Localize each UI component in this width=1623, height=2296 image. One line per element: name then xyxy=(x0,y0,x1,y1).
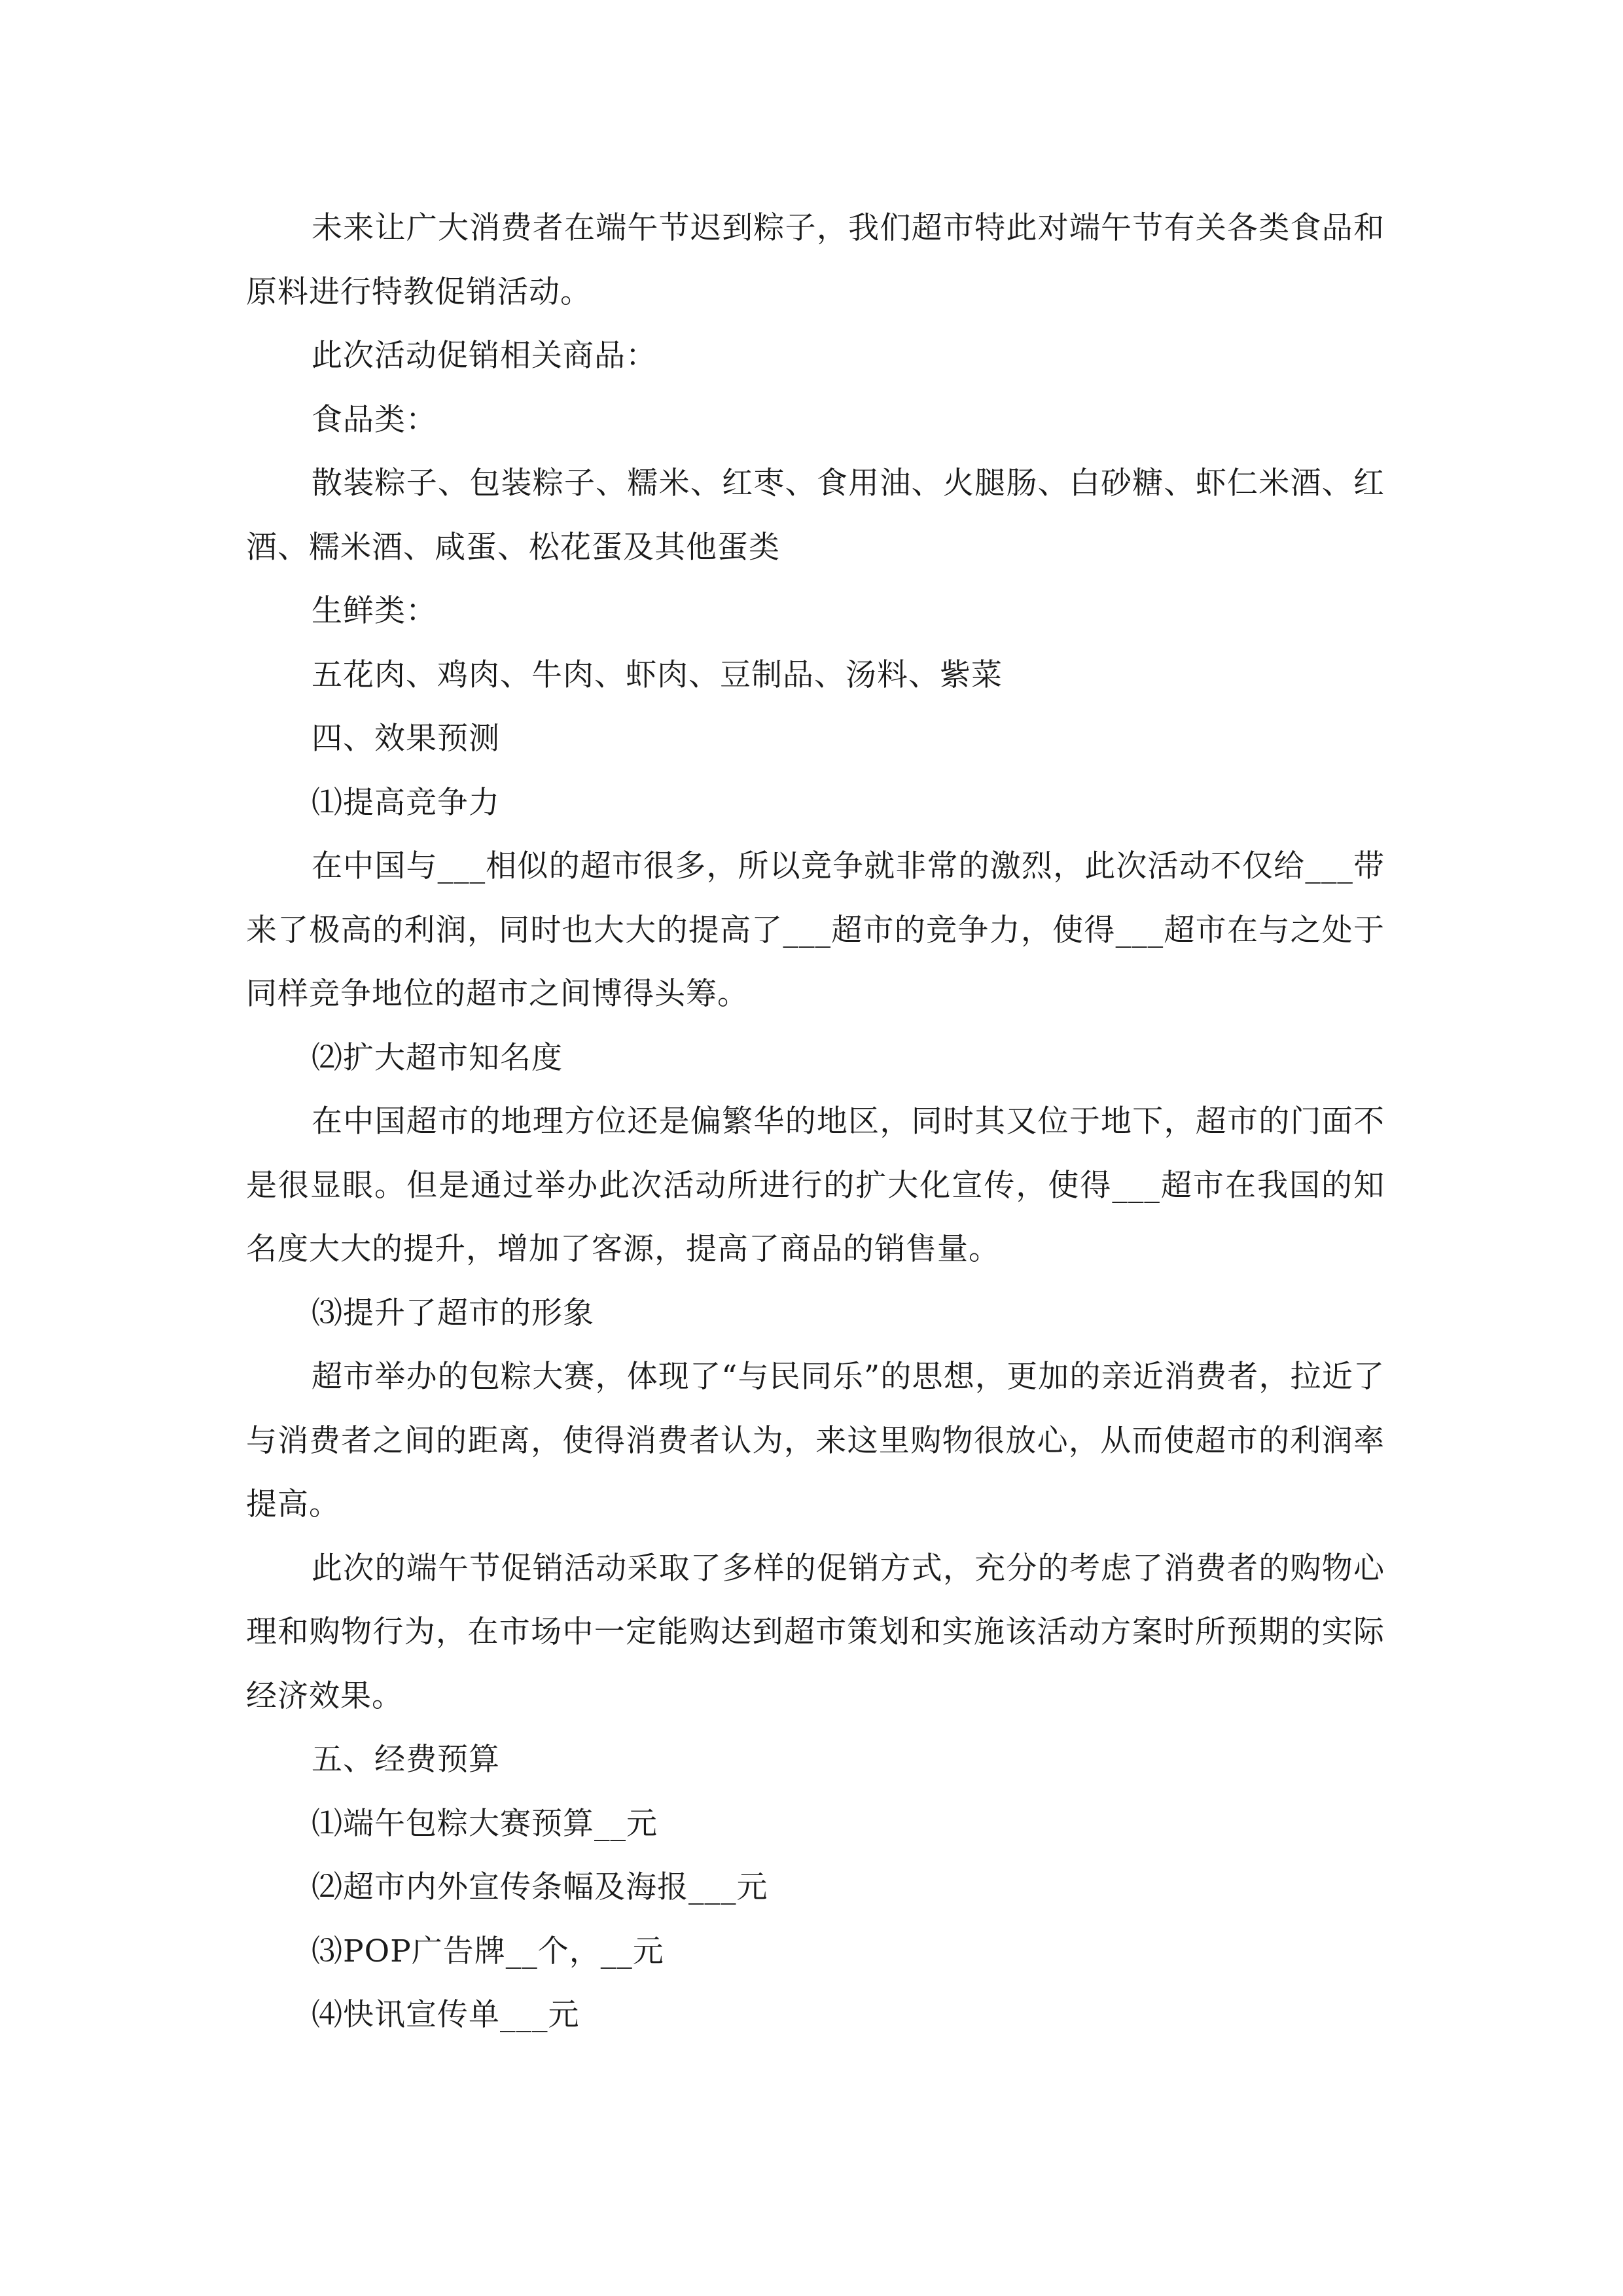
goods-heading: 此次活动促销相关商品： xyxy=(312,338,657,374)
budget-item: ⑴端午包粽大赛预算__元 xyxy=(312,1805,658,1842)
effect-body-competitiveness: 在中国与___相似的超市很多，所以竞争就非常的激烈，此次活动不仅给___带来了极高的利润，同时也大大的提高了___超市的竞争力，使得___超市在与之处于同样竞争地位的超市之间博得头筹。 xyxy=(246,848,1385,1012)
budget-item: ⑷快讯宣传单___元 xyxy=(312,1997,580,2033)
section-heading-effect-forecast: 四、效果预测 xyxy=(312,721,500,757)
intro-paragraph: 未来让广大消费者在端午节迟到粽子，我们超市特此对端午节有关各类食品和原料进行特教促销活动。 xyxy=(246,210,1385,310)
food-category-heading: 食品类： xyxy=(312,401,437,438)
effect-body-image: 超市举办的包粽大赛，体现了“与民同乐”的思想，更加的亲近消费者，拉近了与消费者之间的距离，使得消费者认为，来这里购物很放心，从而使超市的利润率提高。 xyxy=(246,1359,1385,1522)
effect-heading-awareness: ⑵扩大超市知名度 xyxy=(312,1039,563,1076)
fresh-list: 五花肉、鸡肉、牛肉、虾肉、豆制品、汤料、紫菜 xyxy=(312,656,1003,693)
budget-item: ⑶POP广告牌__个，__元 xyxy=(312,1933,664,1969)
section-heading-budget: 五、经费预算 xyxy=(312,1742,500,1778)
effect-heading-image: ⑶提升了超市的形象 xyxy=(312,1295,594,1331)
budget-item: ⑵超市内外宣传条幅及海报___元 xyxy=(312,1869,768,1905)
document-body xyxy=(246,196,1385,2047)
fresh-category-heading: 生鲜类： xyxy=(312,593,437,629)
effect-heading-competitiveness: ⑴提高竞争力 xyxy=(312,784,500,821)
summary-paragraph: 此次的端午节促销活动采取了多样的促销方式，充分的考虑了消费者的购物心理和购物行为，在市场中一定能购达到超市策划和实施该活动方案时所预期的实际经济效果。 xyxy=(246,1550,1385,1714)
effect-body-awareness: 在中国超市的地理方位还是偏繁华的地区，同时其又位于地下，超市的门面不是很显眼。但是通过举办此次活动所进行的扩大化宣传，使得___超市在我国的知名度大大的提升，增加了客源，提高了商品的销售量。 xyxy=(246,1103,1385,1267)
food-list: 散装粽子、包装粽子、糯米、红枣、食用油、火腿肠、白砂糖、虾仁米酒、红酒、糯米酒、咸蛋、松花蛋及其他蛋类 xyxy=(246,465,1385,565)
